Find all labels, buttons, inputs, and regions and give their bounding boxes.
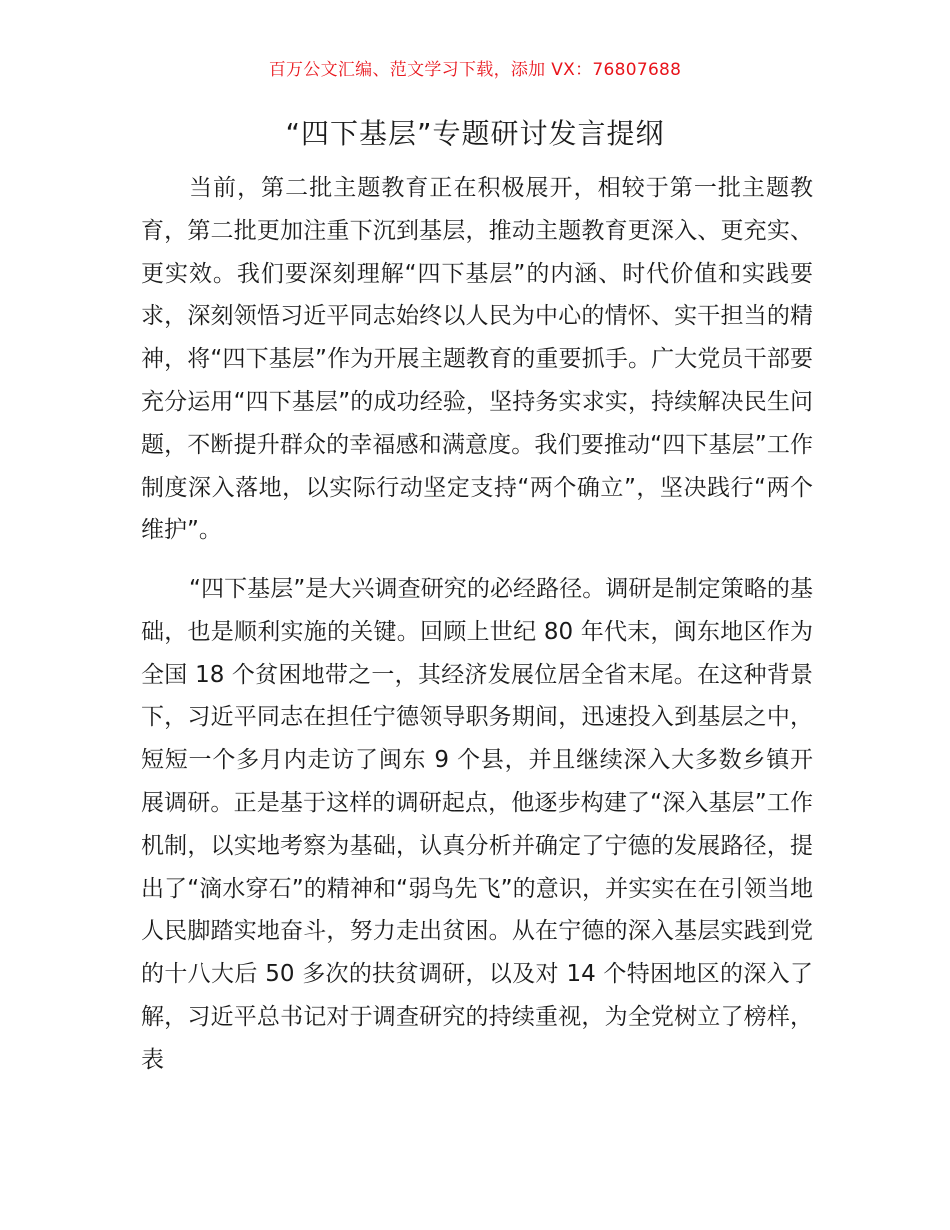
body-paragraph-2: “四下基层”是大兴调查研究的必经路径。调研是制定策略的基础，也是顺利实施的关键。回顾上世纪 80 年代末，闽东地区作为全国 18 个贫困地带之一，其经济发展位居全省末尾。在这种背景下，习近平同志在担任宁德领导职务期间，迅速投入到基层之中，短短一个多月内走访了闽东 9 个县，并且继续深入大多数乡镇开展调研。正是基于这样的调研起点，他逐步构建了“深入基层”工作机制，以实地考察为基础，认真分析并确定了宁德的发展路径，提出了“滴水穿石”的精神和“弱鸟先飞”的意识，并实实在在引领当地人民脚踏实地奋斗，努力走出贫困。从在宁德的深入基层实践到党的十八大后 50 多次的扶贫调研，以及对 14 个特困地区的深入了解，习近平总书记对于调查研究的持续重视，为全党树立了榜样，表 — [141, 576, 813, 1073]
body-paragraph-1: 当前，第二批主题教育正在积极展开，相较于第一批主题教育，第二批更加注重下沉到基层，推动主题教育更深入、更充实、更实效。我们要深刻理解“四下基层”的内涵、时代价值和实践要求，深刻领悟习近平同志始终以人民为中心的情怀、实干担当的精神，将“四下基层”作为开展主题教育的重要抓手。广大党员干部要充分运用“四下基层”的成功经验，坚持务实求实，持续解决民生问题，不断提升群众的幸福感和满意度。我们要推动“四下基层”工作制度深入落地，以实际行动坚定支持“两个确立”，坚决践行“两个维护”。 — [141, 175, 813, 544]
document-title: “四下基层”专题研讨发言提纲 — [285, 117, 665, 150]
watermark-header: 百万公文汇编、范文学习下载，添加 VX：76807688 — [268, 60, 682, 80]
